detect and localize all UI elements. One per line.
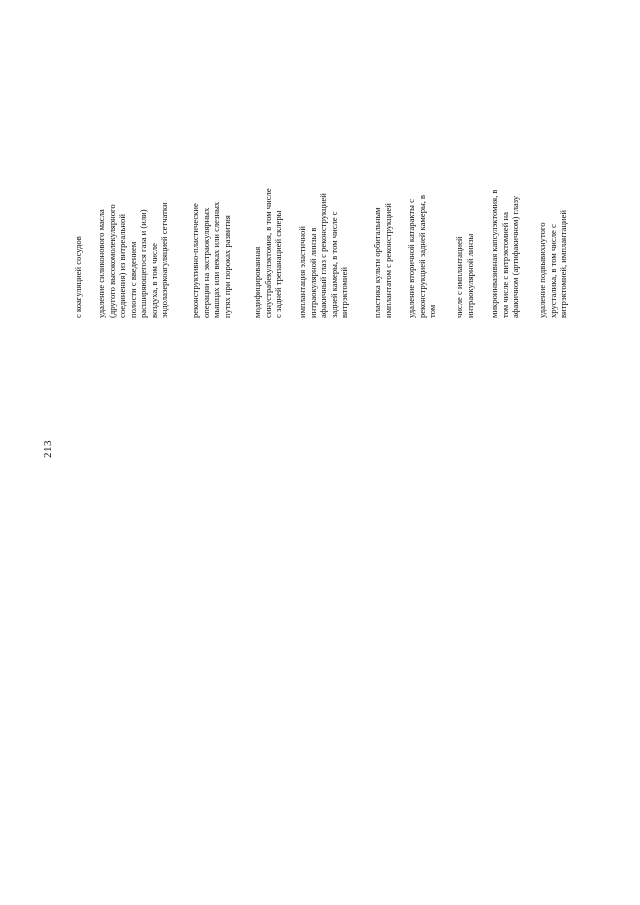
text-block-4: модифицированная синустрабекулэктомия, в том числе с задней трепанацией склеры [252,188,283,318]
page-number: 213 [42,440,54,458]
text-block-10: удаление подвывихнутого хрусталика, в том числе с витрэктомией, имплантацией [537,210,568,318]
text-block-5: имплантация эластичной интраокулярной линзы в афакичный глаз с реконструкцией задней камеры, в том числе с витрэктомией [297,193,349,318]
text-block-2: удаление силиконового масла (другого высокомолекулярного соединения) из витреальной полости с введением расширяющегося газа и (или) воздуха, в том числе эндолазеркоагуляцией сетчатки [96,202,169,318]
text-block-9: микроинвазивная капсулэктомия, в том числе с витрэктомией на афакичном (артифакичном) глазу [489,189,520,318]
text-block-3: реконструктивно-пластические операции на экстраокулярных мышцах или веках или слезных путях при пороках развития [190,201,232,318]
text-block-6: пластика культи орбитальным имплантатом с реконструкцией [372,203,393,318]
text-block-1: с коагуляцией сосудов [73,236,83,318]
text-block-8: числе с имплантацией интраокулярной линзы [454,233,475,318]
text-block-7: удаление вторичной катаракты с реконструкцией задней камеры, в том [406,194,437,318]
